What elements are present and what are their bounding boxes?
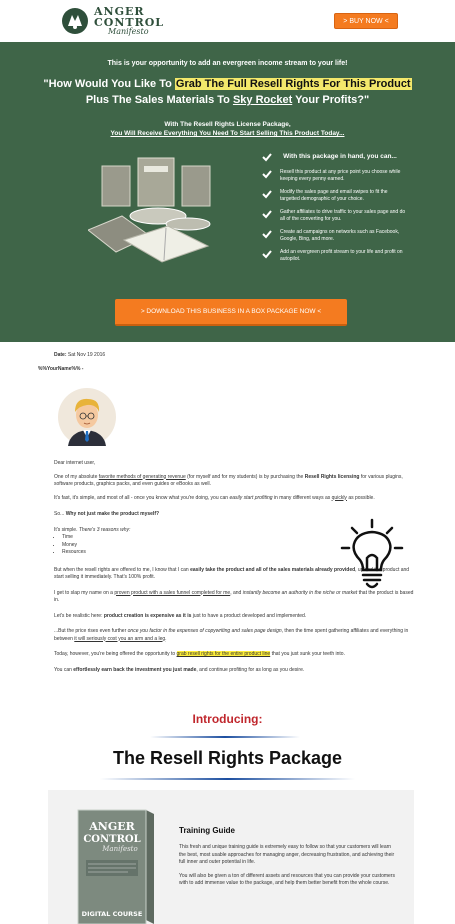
benefit-text: Resell this product at any price point you choose while keeping every penny earned.	[280, 169, 401, 182]
checkmark-icon	[262, 152, 272, 162]
book-subtitle: Manifesto	[102, 845, 138, 853]
headline-highlight: Grab The Full Resell Rights For This Product	[175, 78, 411, 90]
headline-part: "How Would You Like To	[43, 78, 175, 90]
p8-text: .	[165, 635, 167, 642]
p1-text: (for myself and for my students) is by purchasing the	[185, 473, 305, 480]
package-benefit-item	[262, 189, 412, 203]
introducing-heading: Introducing:	[192, 712, 263, 726]
p3-text: So...	[54, 511, 66, 517]
name-tag-text: %%YourName%% -	[38, 365, 84, 372]
guide-paragraph-2: You will also be given a ton of different assets and resources that you can provide your customers with to add immense value to the package, and help them better benefit from the whole course.	[179, 872, 395, 886]
p6-underline: proven product with a sales funnel completed for me	[114, 589, 231, 596]
emblem-icon	[60, 6, 90, 36]
reason-item: • Time	[62, 534, 414, 542]
book-title-1: ANGER	[89, 820, 135, 833]
guide-paragraph-1: This fresh and unique training guide is extremely easy to follow so that your customers will learn the best, most usable approaches for managing anger, decreasing frustration, and achieving their full inner and outer potential in life.	[179, 844, 395, 865]
p1-text: for various plugins, software products, graphics packs, and even guides or eBooks as well.	[54, 473, 403, 487]
p10-text: , and continue profiting for as long as you desire.	[196, 666, 305, 673]
p9-highlight: grab resell rights for the entire product line	[176, 651, 271, 657]
package-benefit-item	[262, 229, 412, 243]
letter-name-tag	[38, 366, 414, 374]
headline-part: Your Profits?"	[292, 94, 370, 106]
p7-text: Let's be realistic here:	[54, 612, 104, 619]
p2-text: as possible.	[346, 494, 375, 501]
divider	[100, 778, 355, 780]
p6-text: , and	[230, 589, 243, 596]
headline-underline: Sky Rocket	[232, 94, 293, 106]
download-package-button[interactable]: > DOWNLOAD THIS BUSINESS IN A BOX PACKAGE NOW <	[115, 299, 347, 326]
p8-underline: it will seriously cost you an arm and a leg	[74, 635, 166, 642]
subheadline-line-1: With The Resell Rights License Package,	[164, 121, 291, 128]
p2-text: in many different ways as	[272, 494, 332, 501]
paragraph-9	[54, 651, 414, 659]
paragraph-2	[54, 495, 414, 503]
p6-text: I get to slap my name on a	[54, 589, 115, 596]
p5-text: But when the resell rights are offered to me, I know that I can	[54, 566, 191, 573]
hero-section	[0, 42, 455, 342]
training-guide-book-image	[76, 806, 156, 924]
lightbulb-icon	[340, 518, 404, 592]
paragraph-10	[54, 667, 414, 675]
reason-item: • Money	[62, 542, 414, 550]
logo-subtitle: Manifesto	[108, 27, 149, 36]
p2-italic: easily start profiting	[229, 494, 273, 501]
package-title: The Resell Rights Package	[112, 748, 343, 768]
package-benefit-item	[262, 249, 412, 263]
p10-text: You can	[54, 666, 74, 673]
p9-text: Today, however, you're being offered the opportunity to	[54, 651, 177, 657]
checkmark-icon	[262, 229, 272, 239]
checkmark-icon	[262, 189, 272, 199]
p6-text: that the product is based in.	[54, 589, 414, 603]
package-head-text: With this package in hand, you can...	[283, 153, 397, 160]
package-benefit-item	[262, 169, 412, 183]
benefit-text: Create ad campaigns on networks such as Facebook, Google, Bing, and more.	[280, 229, 400, 242]
top-bar	[0, 0, 455, 42]
reason-item: • Resources	[62, 549, 414, 557]
hero-intro: This is your opportunity to add an evergreen income stream to your life!	[107, 60, 348, 67]
paragraph-1	[54, 474, 414, 489]
package-benefit-item	[262, 209, 412, 223]
hero-headline	[40, 76, 415, 108]
product-bundle-image	[88, 156, 248, 266]
sales-letter	[38, 352, 414, 373]
benefit-text: Gather affiliates to drive traffic to your sales page and do all of the converting for you.	[280, 209, 406, 222]
p1-bold: Resell Rights licensing	[304, 473, 360, 480]
p4-text: It's simple.	[54, 526, 79, 533]
p6-italic: instantly become an authority in the niche or market	[242, 589, 358, 596]
p7-bold: product creation is expensive as it is	[103, 612, 192, 619]
subheadline-line-2: You Will Receive Everything You Need To Start Selling This Product Today...	[110, 130, 345, 137]
guide-title: Training Guide	[179, 826, 236, 835]
logo[interactable]	[60, 4, 164, 38]
training-guide-section	[48, 790, 414, 924]
greeting: Dear internet user,	[54, 460, 96, 466]
paragraph-8	[54, 628, 414, 643]
p4-italic: There's 3 reasons why:	[78, 526, 131, 533]
p1-underline: favorite methods of generating revenue	[98, 473, 186, 480]
p8-italic: once you factor in the expenses of copywriting and sales page design	[127, 628, 282, 634]
paragraph-7	[54, 613, 414, 621]
divider	[150, 736, 300, 738]
p10-bold: effortlessly earn back the investment you just made	[73, 666, 197, 673]
p3-bold: Why not just make the product myself?	[65, 511, 160, 517]
p9-text: that you just sunk your teeth into.	[270, 651, 345, 657]
author-avatar	[58, 388, 116, 446]
p7-text: just to have a product developed and implemented.	[191, 612, 307, 619]
package-benefits-list	[262, 152, 412, 269]
logo-title-2: CONTROL	[94, 16, 165, 29]
p8-text: ...But the price rises even further	[54, 628, 128, 634]
p2-underline: quickly	[331, 494, 347, 501]
checkmark-icon	[262, 209, 272, 219]
buy-now-button[interactable]: > BUY NOW <	[334, 13, 398, 29]
benefit-text: Modify the sales page and email swipes to fit the targetted demographic of your choice.	[280, 189, 388, 202]
checkmark-icon	[262, 169, 272, 179]
p2-text: It's fast, it's simple, and most of all - once you know what you're doing, you can	[54, 494, 230, 501]
p1-text: One of my absolute	[54, 473, 99, 480]
headline-part: Plus The Sales Materials To	[85, 94, 233, 106]
letter-date	[54, 352, 414, 360]
package-benefits-heading	[262, 152, 412, 162]
book-title-2: CONTROL	[83, 834, 141, 845]
benefit-text: Add an evergreen profit stream to your life and profit on autopilot.	[280, 249, 403, 262]
checkmark-icon	[262, 249, 272, 259]
date-value: Sat Nov 19 2016	[67, 352, 106, 358]
p5-text: , upload the product and start selling it immediately. That's 100% profit.	[54, 566, 410, 580]
hero-subheadline	[0, 120, 455, 138]
guide-description	[179, 844, 395, 894]
p8-text: , then the time spent gathering affiliates and everything in between	[54, 628, 409, 642]
book-footer: DIGITAL COURSE	[81, 910, 143, 918]
p5-bold: easily take the product and all of the sales materials already provided	[190, 566, 356, 573]
logo-title-1: ANGER	[94, 5, 145, 18]
date-label: Date:	[54, 352, 67, 358]
